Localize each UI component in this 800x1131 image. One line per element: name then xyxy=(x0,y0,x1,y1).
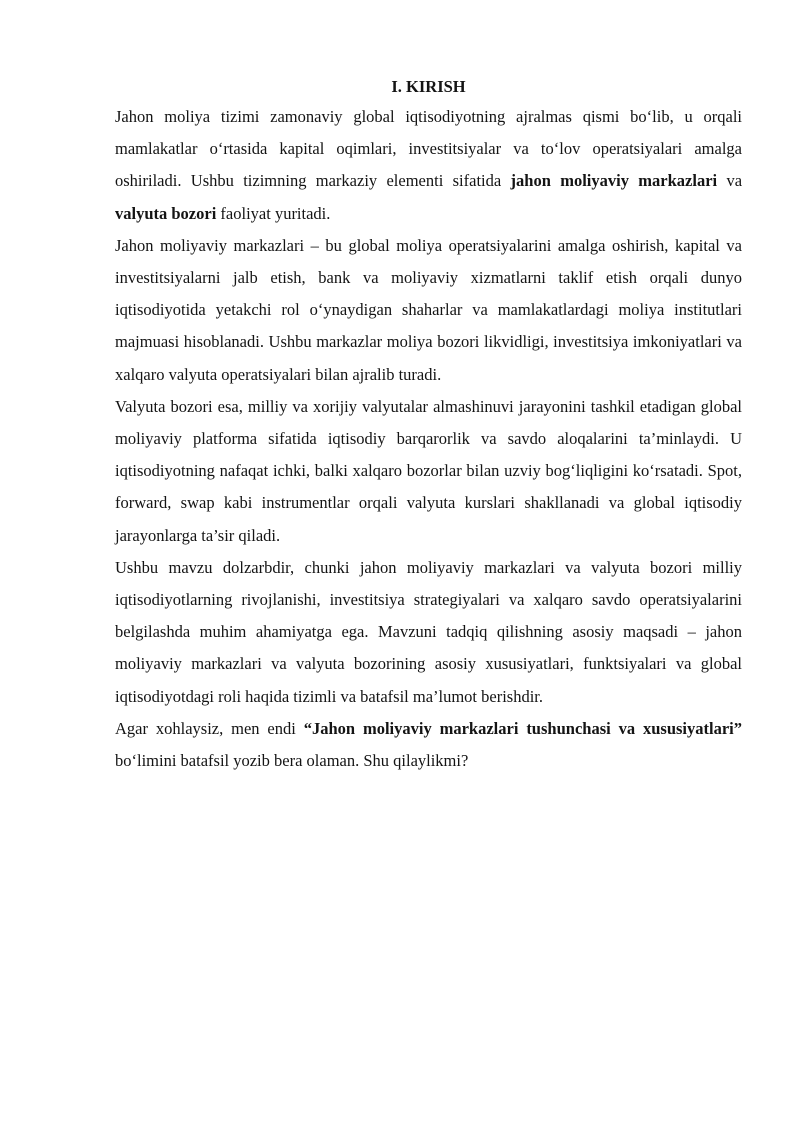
paragraph-intro-text: Jahon moliya tizimi zamonaviy global iqtisodiyotning ajralmas qismi bo‘lib, u orqali mamlakatlar o‘rtasida kapital oqimlari, investitsiyalar va to‘lov operatsiyalari amalga oshiriladi. Ushbu tizimning markaziy elementi sifatida xyxy=(115,107,742,191)
paragraph-offer xyxy=(115,713,742,777)
paragraph-financial-centers: Jahon moliyaviy markazlari – bu global moliya operatsiyalarini amalga oshirish, kapital va investitsiyalarni jalb etish, bank va moliyaviy xizmatlarni taklif etish orqali dunyo iqtisodiyotida yetakchi rol o‘ynaydigan shaharlar va mamlakatlardagi moliya institutlari majmuasi hisoblanadi. Ushbu markazlar moliya bozori likvidligi, investitsiya imkoniyatlari va xalqaro valyuta operatsiyalari bilan ajralib turadi. xyxy=(115,235,742,384)
section-title: I. KIRISH xyxy=(391,77,466,96)
bold-section-name: “Jahon moliyaviy markazlari tushunchasi va xususiyatlari” xyxy=(303,718,742,738)
document-page xyxy=(115,73,742,777)
bold-term-financial-centers: jahon moliyaviy markazlari xyxy=(510,171,718,191)
paragraph-currency-market: Valyuta bozori esa, milliy va xorijiy valyutalar almashinuvi jarayonini tashkil etadigan global moliyaviy platforma sifatida iqtisodiy barqarorlik va savdo aloqalarini ta’minlaydi. U iqtisodiyotning nafaqat ichki, balki xalqaro bozorlar bilan uzviy bog‘liqligini ko‘rsatadi. Spot, forward, swap kabi instrumentlar orqali valyuta kurslari shakllanadi va global iqtisodiy jarayonlarga ta’sir qiladi. xyxy=(115,396,742,545)
paragraph-relevance: Ushbu mavzu dolzarbdir, chunki jahon moliyaviy markazlari va valyuta bozori milliy iqtisodiyotlarning rivojlanishi, investitsiya strategiyalari va xalqaro savdo operatsiyalarini belgilashda muhim ahamiyatga ega. Mavzuni tadqiq qilishning asosiy maqsadi – jahon moliyaviy markazlari va valyuta bozorining asosiy xususiyatlari, funktsiyalari va global iqtisodiyotdagi roli haqida tizimli va batafsil ma’lumot berishdir. xyxy=(115,557,742,706)
paragraph-intro-end: faoliyat yuritadi. xyxy=(216,203,331,223)
paragraph-intro xyxy=(115,101,742,230)
conjunction-text: va xyxy=(717,171,743,191)
paragraph-offer-text: Agar xohlaysiz, men endi xyxy=(115,718,304,738)
bold-term-currency-market: valyuta bozori xyxy=(115,203,217,223)
paragraph-offer-end: bo‘limini batafsil yozib bera olaman. Shu qilaylikmi? xyxy=(115,751,469,771)
